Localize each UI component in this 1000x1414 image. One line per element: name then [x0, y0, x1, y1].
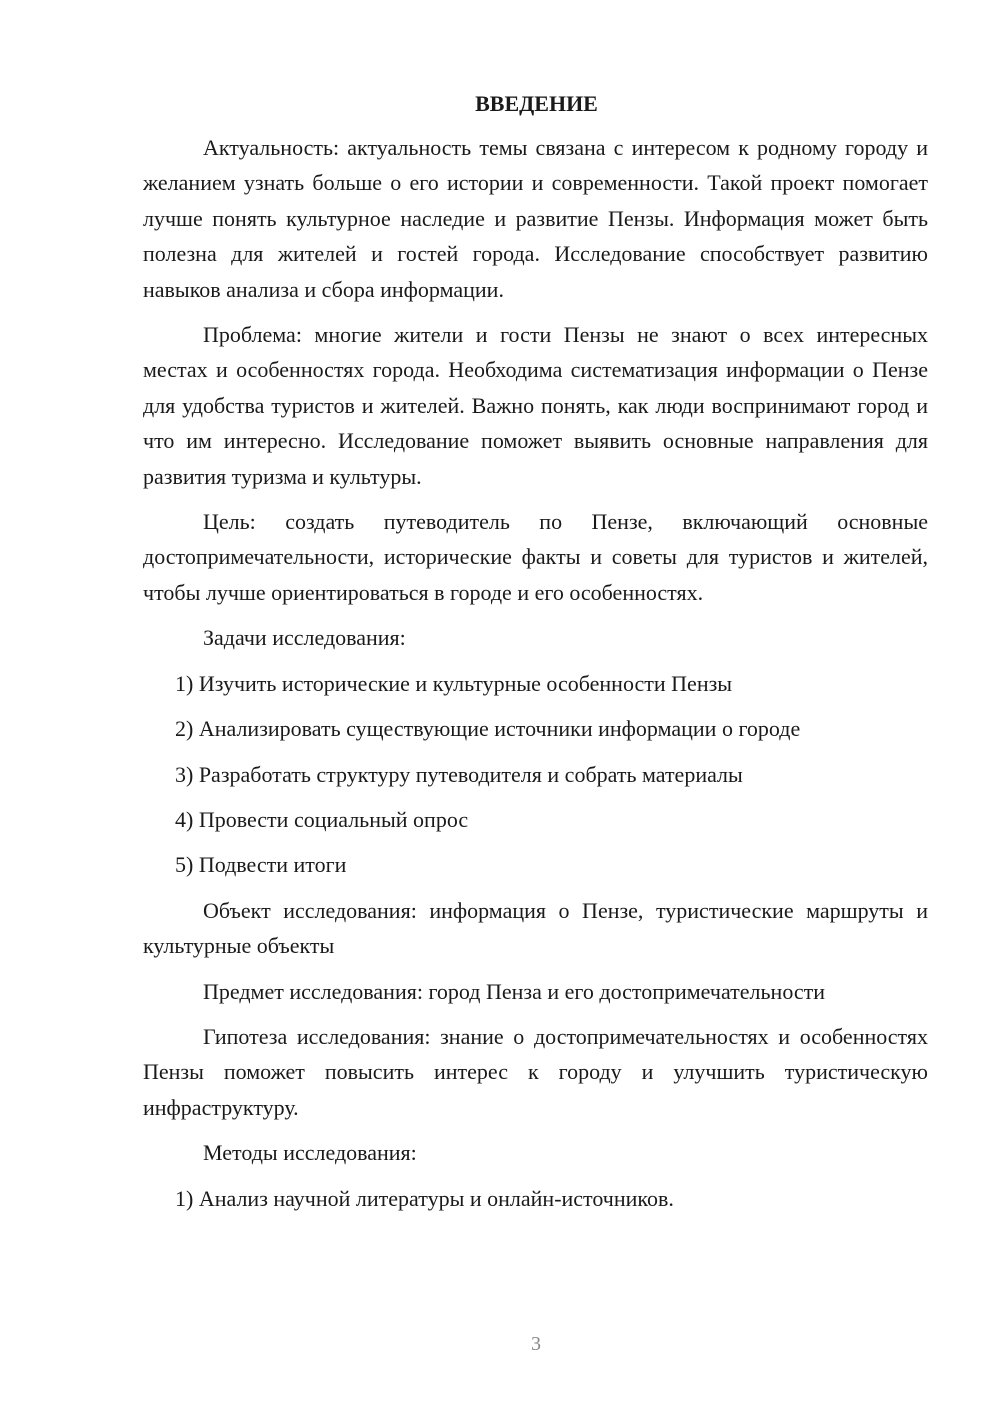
methods-list	[143, 1181, 928, 1216]
list-item: 4) Провести социальный опрос	[175, 806, 469, 832]
hypothesis-paragraph: Гипотеза исследования: знание о достопримечательностях и особенностях Пензы поможет повысить интерес к городу и улучшить туристическую инфраструктуру.	[143, 1023, 928, 1120]
methods-label: Методы исследования:	[203, 1140, 417, 1166]
goal-paragraph: Цель: создать путеводитель по Пензе, включающий основные достопримечательности, исторические факты и советы для туристов и жителей, чтобы лучше ориентироваться в городе и его особенностях.	[143, 509, 928, 605]
list-item: 1) Анализ научной литературы и онлайн-источников.	[175, 1185, 674, 1211]
problem-paragraph: Проблема: многие жители и гости Пензы не знают о всех интересных местах и особенностях города. Необходима систематизация информации о Пензе для удобства туристов и жителей. Важно понять, как люди воспринимают город и что им интересно. Исследование поможет выявить основные направления для развития туризма и культуры.	[143, 322, 928, 489]
list-item: 5) Подвести итоги	[175, 852, 347, 878]
subject-paragraph: Предмет исследования: город Пенза и его достопримечательности	[203, 978, 826, 1004]
relevance-paragraph: Актуальность: актуальность темы связана с интересом к родному городу и желанием узнать больше о его истории и современности. Такой проект помогает лучше понять культурное наследие и развитие Пензы. Информация может быть полезна для жителей и гостей города. Исследование способствует развитию навыков анализа и сбора информации.	[143, 135, 928, 302]
list-item: 2) Анализировать существующие источники информации о городе	[175, 716, 801, 742]
section-title: ВВЕДЕНИЕ	[475, 91, 598, 116]
object-paragraph: Объект исследования: информация о Пензе, туристические маршруты и культурные объекты	[143, 897, 928, 959]
tasks-list	[143, 666, 928, 883]
list-item: 3) Разработать структуру путеводителя и собрать материалы	[175, 761, 743, 787]
page-number: 3	[531, 1333, 541, 1355]
list-item: 1) Изучить исторические и культурные особенности Пензы	[175, 670, 733, 696]
tasks-label: Задачи исследования:	[203, 625, 406, 651]
document-page	[143, 90, 928, 1226]
